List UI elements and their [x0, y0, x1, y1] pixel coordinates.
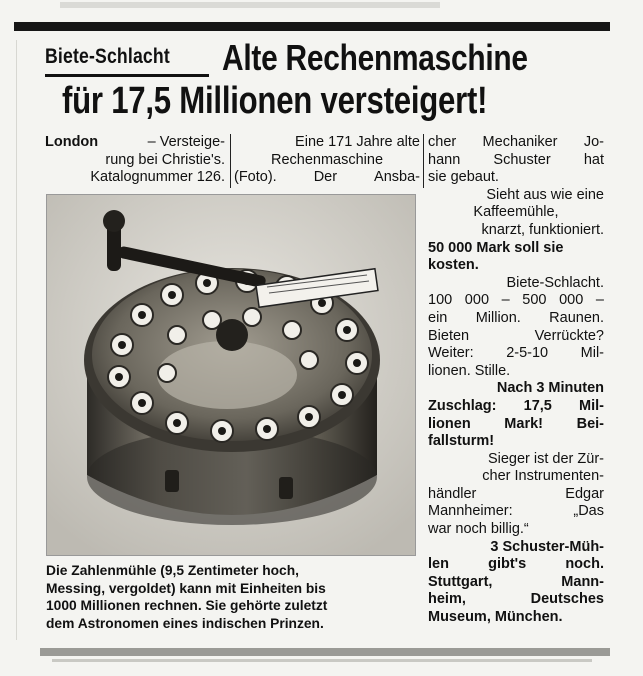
- caption-line: dem Astronomen eines indischen Prinzen.: [46, 615, 324, 631]
- kicker-underline: [45, 74, 209, 77]
- col3-line: ein Million. Raunen.: [428, 309, 604, 326]
- col3-line: Sieger ist der Zür-: [487, 450, 604, 467]
- col2-line: Rechenmaschine: [270, 151, 384, 168]
- col3-line: lionen. Stille.: [428, 362, 511, 379]
- col3-line: cher Mechaniker Jo-: [428, 134, 604, 150]
- col3-line: Zuschlag: 17,5 Mil-: [428, 397, 604, 414]
- col3-line: 50 000 Mark soll sie: [428, 239, 564, 256]
- col3-line: sie gebaut.: [428, 169, 499, 186]
- caption-line: 1000 Millionen rechnen. Sie gehörte zuletzt: [46, 598, 328, 613]
- col3-line: Bieten Verrückte?: [428, 327, 604, 344]
- col3-line: Weiter: 2-5-10 Mil-: [428, 345, 604, 362]
- photo-caption: [46, 562, 416, 632]
- headline-line-2: für 17,5 Millionen versteigert!: [62, 80, 488, 122]
- col3-line: cher Instrumenten-: [482, 468, 604, 485]
- kicker-label: Biete-Schlacht: [45, 45, 170, 68]
- machine-illustration: [47, 195, 415, 555]
- col3-line: fallsturm!: [428, 433, 495, 450]
- col2-line: Eine 171 Jahre alte: [295, 134, 420, 150]
- col3-line: Stuttgart, Mann-: [428, 573, 604, 590]
- col3-line: kosten.: [428, 257, 479, 274]
- bottom-rule: [40, 648, 610, 656]
- col3-line: Nach 3 Minuten: [496, 380, 604, 397]
- col3-line: Museum, München.: [428, 609, 563, 626]
- col1-line: Katalognummer 126.: [90, 169, 225, 186]
- scan-smudge: [60, 2, 440, 8]
- col1-line-text: – Versteige-: [147, 134, 225, 150]
- col3-line: händler Edgar: [428, 485, 604, 502]
- text-column-2: [234, 134, 420, 187]
- col3-line: Biete-Schlacht.: [506, 274, 604, 291]
- text-column-3: [428, 134, 604, 627]
- col1-dateline: London: [45, 134, 99, 150]
- bottom-rule-shadow: [52, 659, 592, 662]
- caption-line: Messing, vergoldet) kann mit Einheiten bis: [46, 580, 326, 596]
- col3-line: knarzt, funktioniert.: [481, 221, 604, 238]
- col3-line: Mannheimer: „Das: [428, 503, 604, 520]
- col3-line: lionen Mark! Bei-: [428, 415, 604, 432]
- col3-line: Kaffeemühle,: [473, 204, 559, 221]
- col1-line: [45, 134, 225, 152]
- top-rule: [14, 22, 610, 31]
- caption-line: Die Zahlenmühle (9,5 Zentimeter hoch,: [46, 563, 299, 578]
- col3-line: heim, Deutsches: [428, 591, 604, 608]
- col3-line: hann Schuster hat: [428, 151, 604, 168]
- headline-line-1: Alte Rechenmaschine: [222, 37, 528, 78]
- col3-line: Sieht aus wie eine: [486, 186, 604, 203]
- col2-line: (Foto). Der Ansba-: [234, 169, 420, 186]
- calculating-machine-photo: [46, 194, 416, 556]
- scan-edge: [16, 40, 17, 640]
- col3-line: war noch billig.“: [428, 521, 529, 538]
- col3-line: 3 Schuster-Müh-: [490, 538, 604, 555]
- column-divider: [230, 134, 231, 188]
- col3-line: len gibt's noch.: [428, 556, 604, 573]
- column-divider: [423, 134, 424, 188]
- text-column-1: [45, 134, 225, 187]
- col1-line: rung bei Christie's.: [105, 151, 225, 168]
- col3-line: 100 000 – 500 000 –: [428, 292, 604, 309]
